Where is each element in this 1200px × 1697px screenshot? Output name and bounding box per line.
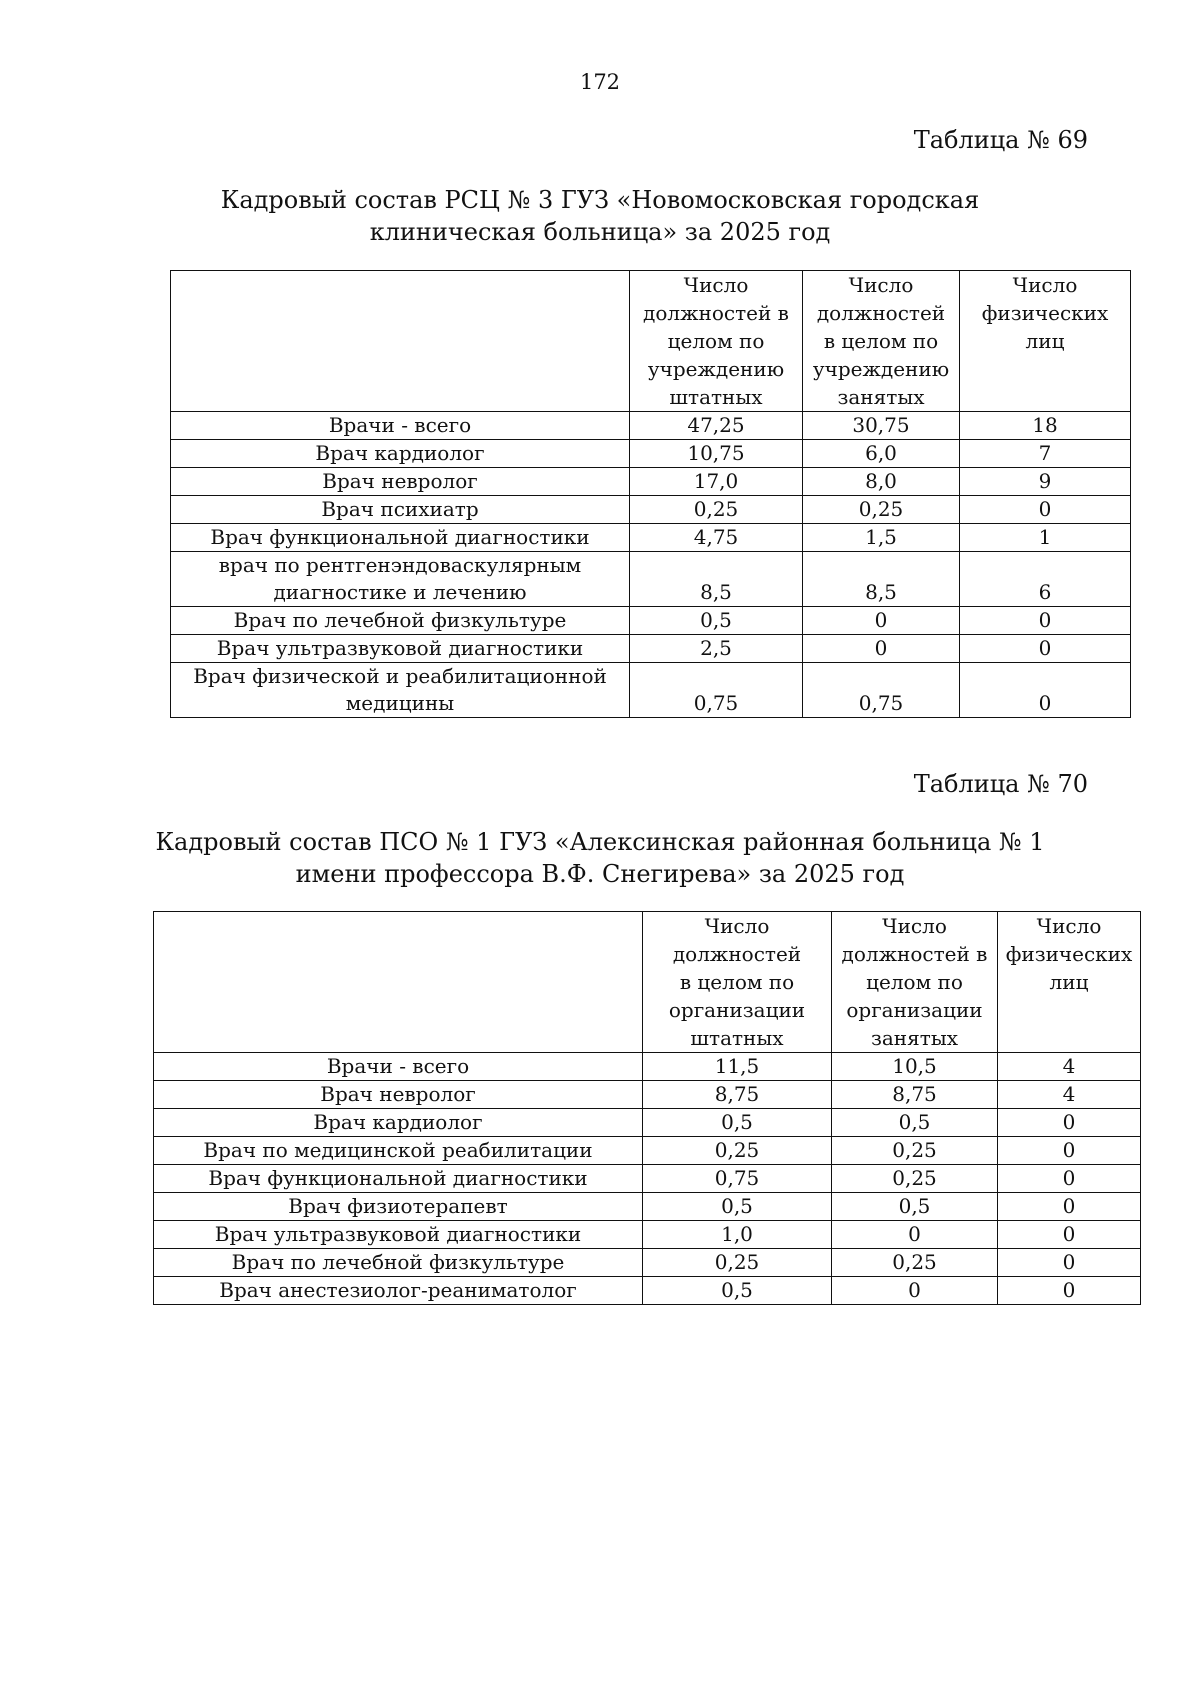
table-body <box>171 412 1131 718</box>
occupied-positions-cell: 0 <box>803 607 960 635</box>
header-line: должностей <box>816 301 946 325</box>
header-line: в целом по <box>679 970 795 994</box>
header-line: должностей в <box>841 942 988 966</box>
table-row <box>171 635 1131 663</box>
header-line: организации <box>846 998 983 1022</box>
table-row <box>154 1137 1141 1165</box>
position-name: Врачи - всего <box>326 1054 470 1078</box>
persons-count-cell: 7 <box>960 440 1131 468</box>
persons-count-cell: 0 <box>998 1165 1141 1193</box>
header-staffed <box>630 271 803 412</box>
occupied-positions-cell: 8,0 <box>803 468 960 496</box>
header-line: должностей в <box>643 301 789 325</box>
occupied-positions-cell: 10,5 <box>832 1053 998 1081</box>
occupied-positions-cell: 6,0 <box>803 440 960 468</box>
occupied-positions-cell: 8,5 <box>803 552 960 607</box>
persons-count-cell: 4 <box>998 1081 1141 1109</box>
table-row <box>154 1053 1141 1081</box>
position-name: диагностике и лечению <box>273 580 527 604</box>
position-name-cell <box>171 468 630 496</box>
header-occupied <box>803 271 960 412</box>
table-row <box>171 440 1131 468</box>
table-69-title <box>0 184 1200 248</box>
position-name: Врач невролог <box>322 469 478 493</box>
header-line: учреждению <box>812 357 950 381</box>
position-name: Врач ультразвуковой диагностики <box>216 636 584 660</box>
staffed-positions-cell: 11,5 <box>643 1053 832 1081</box>
position-name-cell <box>171 440 630 468</box>
table-row <box>171 468 1131 496</box>
position-name: Врач анестезиолог-реаниматолог <box>219 1278 577 1302</box>
position-name-cell <box>154 1193 643 1221</box>
table-69-title-line-1: Кадровый состав РСЦ № 3 ГУЗ «Новомосковская городская <box>220 186 980 214</box>
persons-count-cell: 0 <box>998 1249 1141 1277</box>
staffed-positions-cell: 0,5 <box>643 1109 832 1137</box>
position-name: Врач ультразвуковой диагностики <box>214 1222 582 1246</box>
occupied-positions-cell: 0,25 <box>832 1137 998 1165</box>
position-name-cell <box>154 1165 643 1193</box>
position-name-cell <box>154 1277 643 1305</box>
occupied-positions-cell: 0,25 <box>803 496 960 524</box>
staffed-positions-cell: 0,75 <box>630 663 803 718</box>
table-70-title <box>0 826 1200 890</box>
position-name: Врач психиатр <box>321 497 479 521</box>
staffed-positions-cell: 47,25 <box>630 412 803 440</box>
staff-table-69 <box>170 270 1131 718</box>
table-row <box>171 607 1131 635</box>
occupied-positions-cell: 8,75 <box>832 1081 998 1109</box>
position-name-cell <box>171 552 630 607</box>
table-row <box>154 1165 1141 1193</box>
persons-count-cell: 18 <box>960 412 1131 440</box>
position-name: Врач кардиолог <box>315 441 485 465</box>
table-row <box>171 412 1131 440</box>
table-row <box>171 552 1131 607</box>
header-persons <box>960 271 1131 412</box>
staffed-positions-cell: 2,5 <box>630 635 803 663</box>
page-number: 172 <box>579 70 621 94</box>
header-persons <box>998 912 1141 1053</box>
header-line: целом по <box>667 329 765 353</box>
staffed-positions-cell: 0,25 <box>630 496 803 524</box>
table-70-label: Таблица № 70 <box>913 770 1088 798</box>
occupied-positions-cell: 0,5 <box>832 1109 998 1137</box>
staffed-positions-cell: 0,5 <box>630 607 803 635</box>
occupied-positions-cell: 0,25 <box>832 1165 998 1193</box>
header-line: Число <box>1012 273 1078 297</box>
position-name: Врач невролог <box>320 1082 476 1106</box>
header-line: физических <box>1005 942 1133 966</box>
header-line: лиц <box>1049 970 1089 994</box>
header-line: Число <box>683 273 749 297</box>
header-line: учреждению <box>647 357 785 381</box>
header-occupied <box>832 912 998 1053</box>
table-row <box>154 1081 1141 1109</box>
header-line: занятых <box>870 1026 959 1050</box>
occupied-positions-cell: 0 <box>803 635 960 663</box>
position-name: Врачи - всего <box>328 413 472 437</box>
staffed-positions-cell: 4,75 <box>630 524 803 552</box>
position-name-cell <box>171 496 630 524</box>
position-name-cell <box>171 524 630 552</box>
persons-count-cell: 0 <box>960 496 1131 524</box>
staffed-positions-cell: 0,75 <box>643 1165 832 1193</box>
header-line: Число <box>882 914 947 938</box>
staff-table-70 <box>153 911 1141 1305</box>
position-name: медицины <box>345 691 455 715</box>
occupied-positions-cell: 0,5 <box>832 1193 998 1221</box>
header-position <box>171 271 630 412</box>
occupied-positions-cell: 1,5 <box>803 524 960 552</box>
header-position <box>154 912 643 1053</box>
header-line: штатных <box>669 385 763 409</box>
table-row <box>154 1109 1141 1137</box>
table-body <box>154 1053 1141 1305</box>
persons-count-cell: 0 <box>960 607 1131 635</box>
header-line: штатных <box>690 1026 784 1050</box>
position-name-cell <box>154 1249 643 1277</box>
table-row <box>154 1193 1141 1221</box>
header-line: организации <box>668 998 806 1022</box>
persons-count-cell: 0 <box>998 1221 1141 1249</box>
persons-count-cell: 1 <box>960 524 1131 552</box>
position-name-cell <box>154 1081 643 1109</box>
header-line: занятых <box>837 385 925 409</box>
persons-count-cell: 0 <box>998 1277 1141 1305</box>
staffed-positions-cell: 10,75 <box>630 440 803 468</box>
persons-count-cell: 4 <box>998 1053 1141 1081</box>
header-line: физических <box>981 301 1109 325</box>
table-row <box>154 1249 1141 1277</box>
occupied-positions-cell: 0 <box>832 1277 998 1305</box>
persons-count-cell: 6 <box>960 552 1131 607</box>
table-row <box>154 1221 1141 1249</box>
table-header-row <box>171 271 1131 412</box>
position-name-cell <box>171 635 630 663</box>
staffed-positions-cell: 0,5 <box>643 1277 832 1305</box>
persons-count-cell: 0 <box>998 1137 1141 1165</box>
header-line: Число <box>848 273 914 297</box>
staffed-positions-cell: 8,5 <box>630 552 803 607</box>
position-name-cell <box>171 607 630 635</box>
header-staffed <box>643 912 832 1053</box>
occupied-positions-cell: 0,25 <box>832 1249 998 1277</box>
staffed-positions-cell: 1,0 <box>643 1221 832 1249</box>
header-line: Число <box>1036 914 1102 938</box>
staffed-positions-cell: 17,0 <box>630 468 803 496</box>
table-row <box>171 496 1131 524</box>
position-name-cell <box>154 1137 643 1165</box>
header-line: должностей <box>672 942 802 966</box>
staffed-positions-cell: 0,25 <box>643 1249 832 1277</box>
table-69-title-line-2: клиническая больница» за 2025 год <box>369 218 831 246</box>
position-name: врач по рентгенэндоваскулярным <box>218 553 582 577</box>
staffed-positions-cell: 0,25 <box>643 1137 832 1165</box>
persons-count-cell: 0 <box>960 635 1131 663</box>
occupied-positions-cell: 0,75 <box>803 663 960 718</box>
position-name-cell <box>171 663 630 718</box>
persons-count-cell: 0 <box>960 663 1131 718</box>
position-name-cell <box>154 1109 643 1137</box>
position-name: Врач физиотерапевт <box>288 1194 508 1218</box>
position-name: Врач по медицинской реабилитации <box>203 1138 593 1162</box>
position-name-cell <box>154 1053 643 1081</box>
persons-count-cell: 0 <box>998 1109 1141 1137</box>
header-line: в целом по <box>823 329 939 353</box>
occupied-positions-cell: 30,75 <box>803 412 960 440</box>
position-name: Врач функциональной диагностики <box>208 1166 588 1190</box>
table-70-title-line-1: Кадровый состав ПСО № 1 ГУЗ «Алексинская районная больница № 1 <box>155 828 1045 856</box>
position-name: Врач по лечебной физкультуре <box>233 608 567 632</box>
position-name: Врач функциональной диагностики <box>210 525 590 549</box>
table-row <box>154 1277 1141 1305</box>
position-name: Врач кардиолог <box>313 1110 483 1134</box>
header-line: лиц <box>1025 329 1065 353</box>
position-name: Врач по лечебной физкультуре <box>231 1250 565 1274</box>
persons-count-cell: 0 <box>998 1193 1141 1221</box>
table-69-label: Таблица № 69 <box>913 126 1088 154</box>
position-name-cell <box>171 412 630 440</box>
table-70-title-line-2: имени профессора В.Ф. Снегирева» за 2025 год <box>295 860 905 888</box>
header-line: Число <box>704 914 770 938</box>
position-name: Врач физической и реабилитационной <box>193 664 607 688</box>
occupied-positions-cell: 0 <box>832 1221 998 1249</box>
table-header-row <box>154 912 1141 1053</box>
table-row <box>171 524 1131 552</box>
staffed-positions-cell: 8,75 <box>643 1081 832 1109</box>
staffed-positions-cell: 0,5 <box>643 1193 832 1221</box>
header-line: целом по <box>866 970 963 994</box>
position-name-cell <box>154 1221 643 1249</box>
persons-count-cell: 9 <box>960 468 1131 496</box>
table-row <box>171 663 1131 718</box>
